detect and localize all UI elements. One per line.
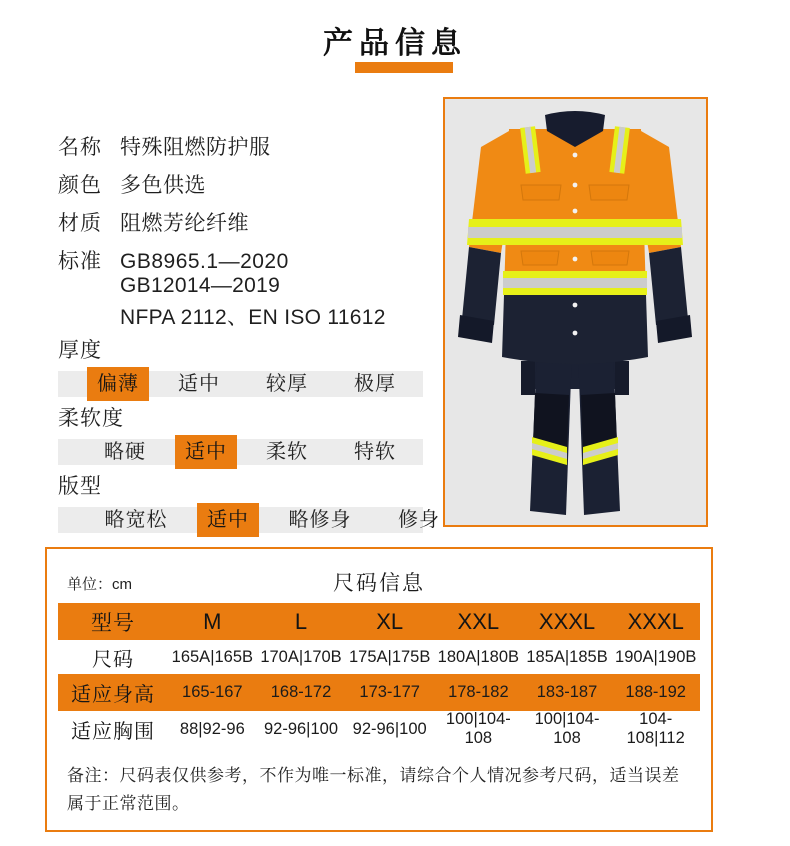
spec-list	[55, 136, 440, 542]
table-cell: 183-187	[536, 683, 598, 701]
size-info-box	[45, 547, 713, 832]
size-box-header	[47, 561, 711, 603]
table-row-height	[58, 674, 700, 711]
selector-softness	[55, 406, 437, 465]
selector-label: 版型	[58, 475, 102, 498]
spec-value: 特殊阻燃防护服	[120, 136, 271, 159]
column-header: XL	[376, 608, 404, 634]
workwear-illustration	[445, 99, 706, 525]
column-header: XXL	[457, 608, 500, 634]
row-label: 适应胸围	[71, 720, 155, 743]
spec-row-material	[55, 212, 437, 236]
spec-label: 材质	[58, 212, 102, 235]
standard-extra-lines	[120, 274, 437, 330]
column-header: M	[203, 608, 222, 634]
standard-line: NFPA 2112、EN ISO 11612	[120, 306, 386, 329]
selector-option: 适中	[178, 373, 220, 395]
selector-label: 柔软度	[58, 407, 124, 430]
column-header: L	[294, 608, 308, 634]
selector-option: 修身	[398, 509, 440, 531]
selector-option: 略硬	[104, 441, 146, 463]
table-cell: 173-177	[359, 683, 420, 701]
shirt	[458, 111, 692, 364]
table-cell: 178-182	[448, 683, 509, 701]
size-table-header-row	[58, 603, 700, 640]
selector-option: 特软	[354, 441, 396, 463]
table-row-chest	[58, 711, 700, 747]
table-cell: 170A|170B	[260, 647, 342, 666]
spec-label: 颜色	[58, 174, 102, 197]
table-cell: 188-192	[625, 683, 686, 701]
selector-option: 略修身	[288, 509, 352, 531]
spec-row-color	[55, 174, 437, 198]
spec-value: GB8965.1—2020	[120, 250, 289, 273]
size-table-title: 尺码信息	[333, 572, 425, 595]
table-cell: 92-96|100	[352, 719, 427, 738]
table-cell: 165A|165B	[171, 647, 254, 666]
selector-option: 柔软	[266, 441, 308, 463]
spec-row-standard	[55, 250, 437, 274]
table-cell: 92-96|100	[263, 719, 339, 738]
column-header: XXXL	[538, 608, 596, 634]
page-title: 产品信息	[323, 27, 467, 60]
table-cell: 175A|175B	[349, 647, 431, 666]
selector-option-selected: 偏薄	[87, 367, 149, 401]
size-note: 备注：尺码表仅供参考，不作为唯一标准，请综合个人情况参考尺码，适当误差属于正常范围。	[67, 766, 680, 813]
selector-fit	[55, 474, 440, 533]
table-cell: 100|104-108	[445, 710, 511, 747]
table-cell: 190A|190B	[615, 647, 697, 666]
selector-thickness	[55, 338, 437, 397]
product-photo	[443, 97, 708, 527]
unit-label: 单位：cm	[67, 576, 132, 593]
table-cell: 88|92-96	[179, 719, 245, 738]
table-cell: 180A|180B	[437, 647, 520, 666]
table-cell: 100|104-108	[534, 710, 600, 747]
selector-option-bar	[58, 371, 423, 397]
selector-option-bar	[58, 439, 423, 465]
selector-option-selected: 适中	[175, 435, 237, 469]
row-label: 适应身高	[71, 684, 155, 706]
size-table	[58, 603, 700, 747]
selector-option: 略宽松	[104, 509, 168, 531]
selector-option: 较厚	[266, 373, 308, 395]
spec-label: 名称	[58, 136, 102, 159]
selector-option: 极厚	[354, 373, 396, 395]
spec-value: 阻燃芳纶纤维	[120, 212, 249, 235]
standard-line: GB12014—2019	[120, 274, 281, 297]
title-underline-bar	[355, 62, 453, 73]
table-cell: 104-108|112	[626, 710, 685, 747]
spec-value: 多色供选	[120, 174, 206, 197]
table-cell: 168-172	[270, 683, 332, 701]
spec-row-name	[55, 136, 437, 160]
selector-option-bar	[58, 507, 440, 533]
selector-label: 厚度	[58, 339, 102, 362]
spec-label: 标准	[58, 250, 102, 273]
table-cell: 165-167	[182, 683, 243, 701]
table-row-size	[58, 640, 700, 674]
header-label: 型号	[91, 611, 135, 635]
table-cell: 185A|185B	[526, 647, 608, 666]
column-header: XXXL	[627, 608, 684, 634]
selector-option-selected: 适中	[197, 503, 259, 537]
row-label: 尺码	[92, 648, 134, 671]
